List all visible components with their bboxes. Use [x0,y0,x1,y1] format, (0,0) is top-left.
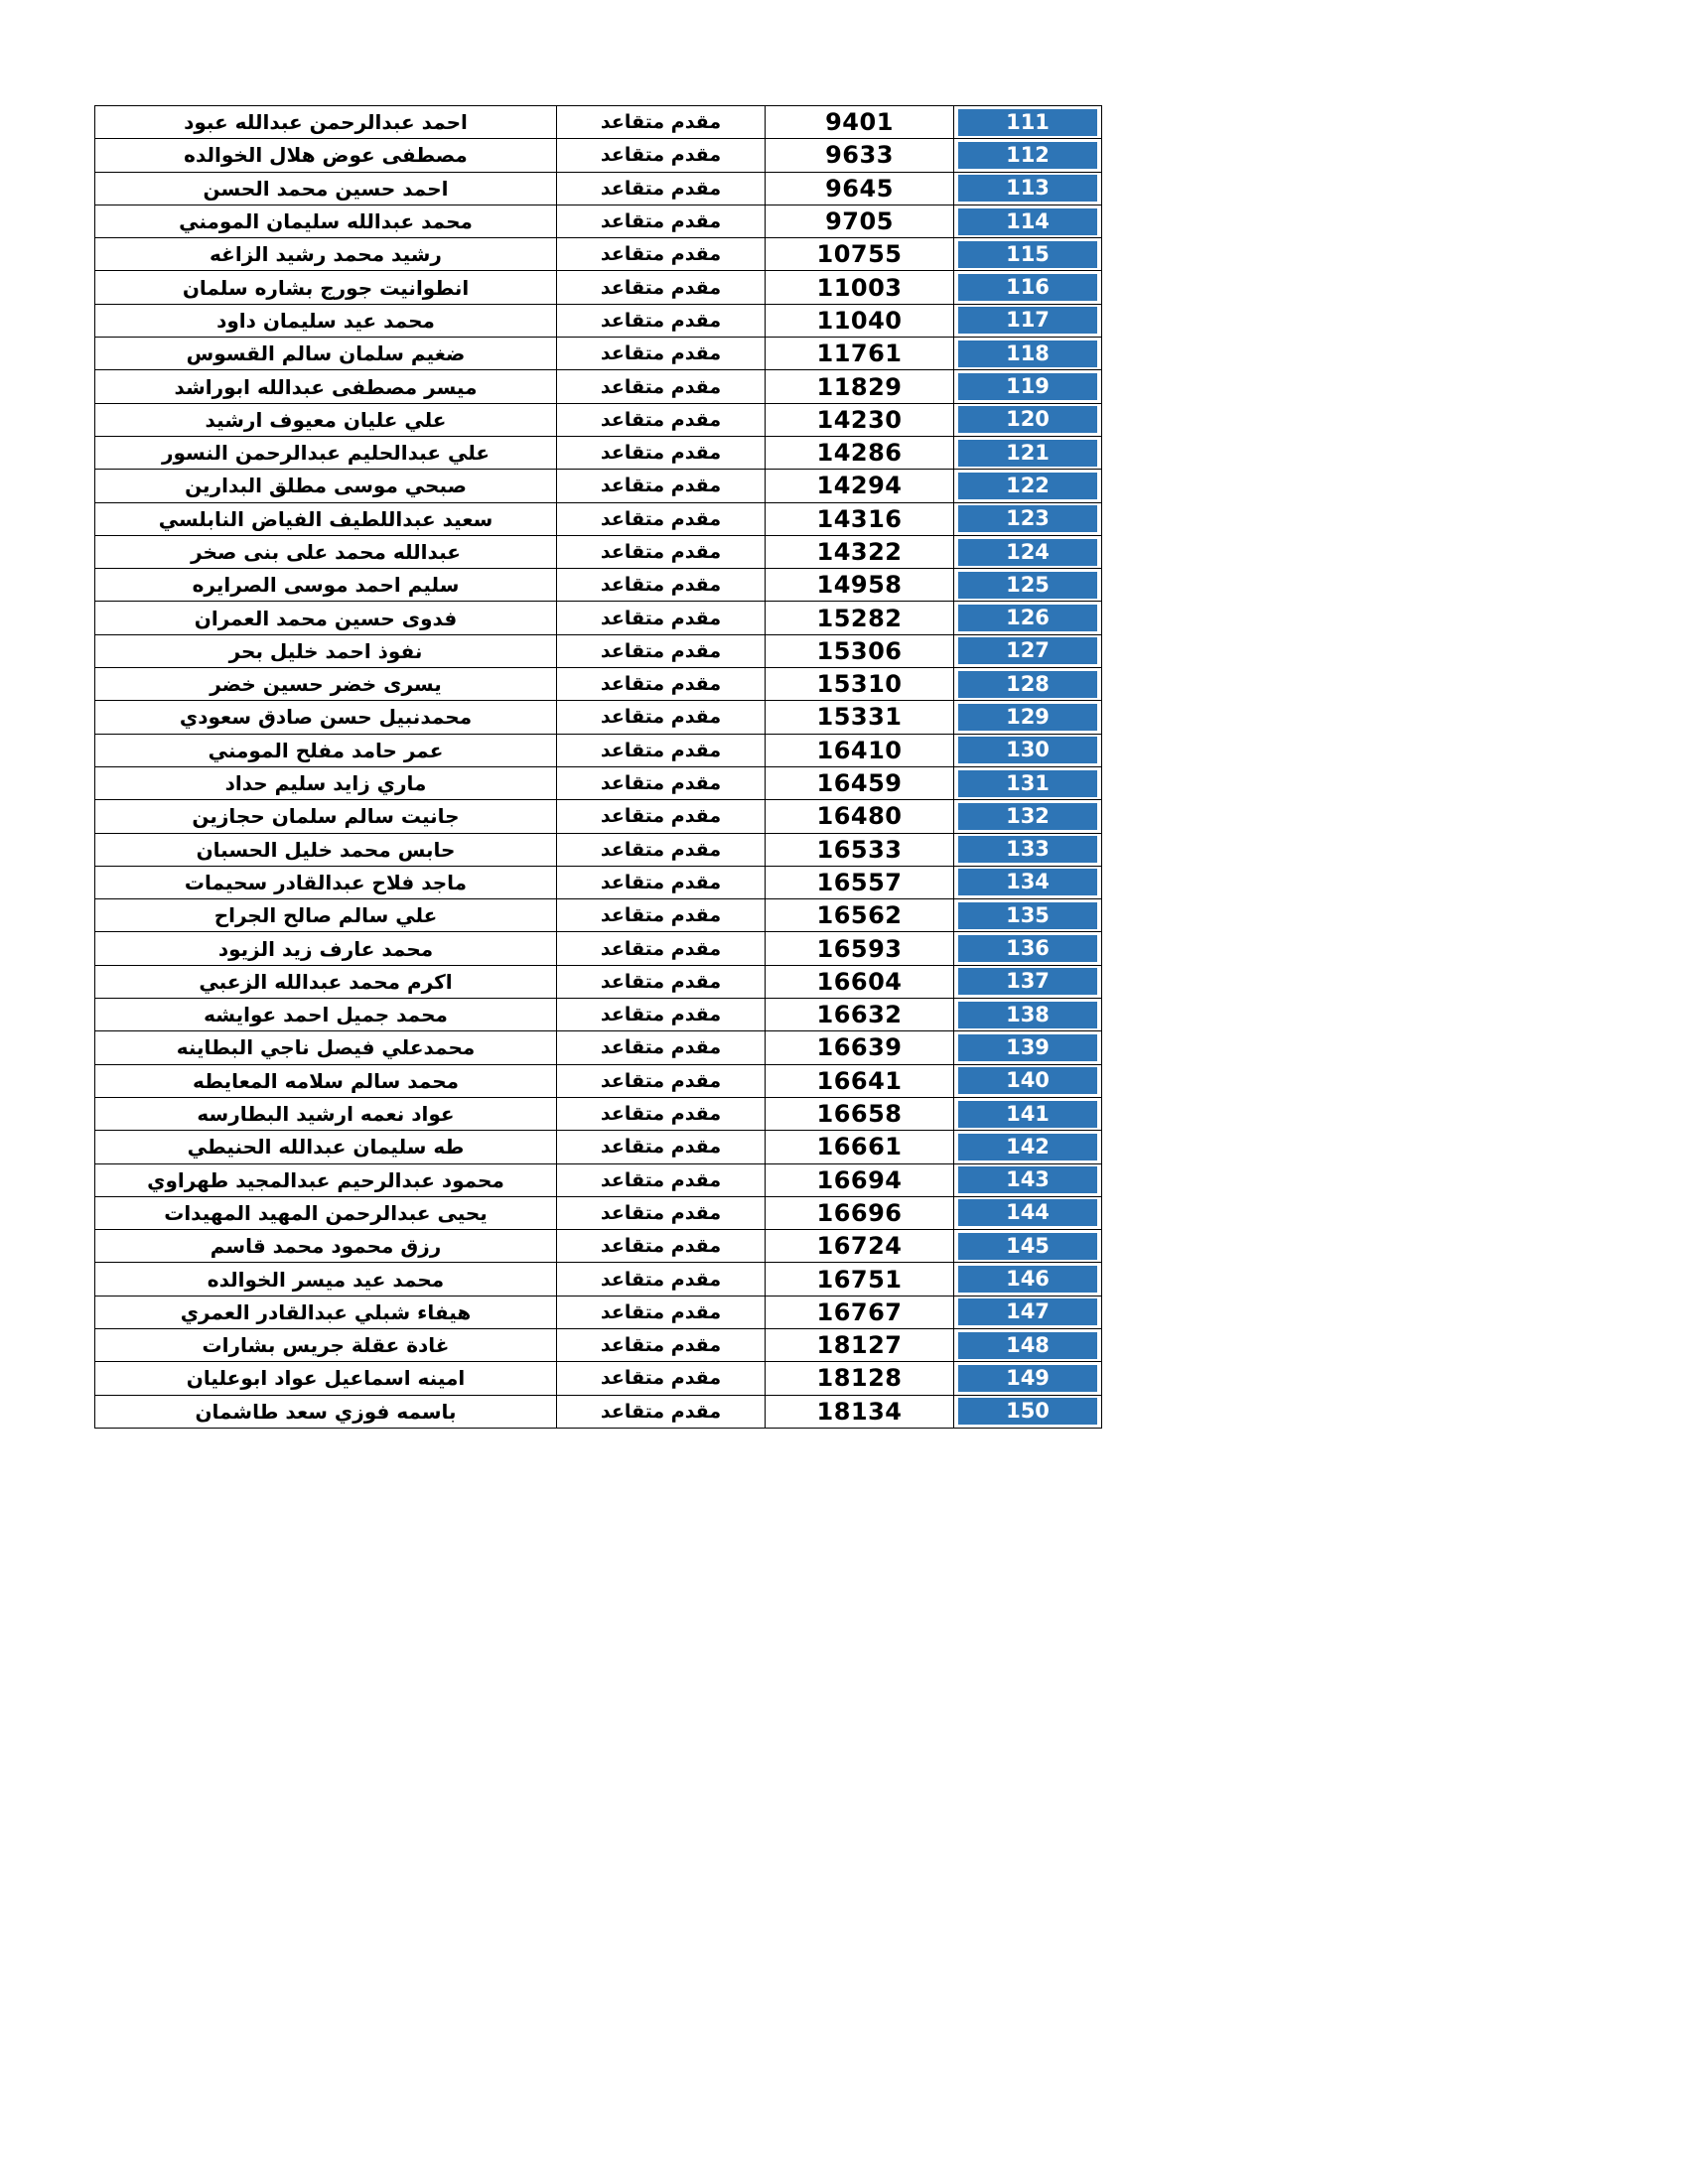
index-badge: 149 [958,1365,1097,1392]
service-number-cell: 14322 [766,535,954,568]
index-cell [954,1328,1102,1361]
rank-cell: مقدم متقاعد [557,403,766,436]
index-cell [954,1263,1102,1296]
service-number-cell: 11829 [766,370,954,403]
rank-cell: مقدم متقاعد [557,470,766,502]
table-row [95,502,1102,535]
person-name-cell: رزق محمود محمد قاسم [95,1230,557,1263]
table-row [95,1196,1102,1229]
person-name-cell: ضغيم سلمان سالم القسوس [95,338,557,370]
index-badge: 127 [958,637,1097,664]
rank-cell: مقدم متقاعد [557,1296,766,1328]
table-row [95,932,1102,965]
index-cell [954,338,1102,370]
person-name-cell: اكرم محمد عبدالله الزعبي [95,965,557,998]
rank-cell: مقدم متقاعد [557,766,766,799]
rank-cell: مقدم متقاعد [557,899,766,932]
index-badge: 117 [958,307,1097,334]
index-badge: 135 [958,902,1097,929]
index-cell [954,535,1102,568]
service-number-cell: 14286 [766,436,954,469]
index-cell [954,304,1102,337]
index-cell [954,370,1102,403]
service-number-cell: 10755 [766,238,954,271]
index-badge: 125 [958,572,1097,599]
table-row [95,668,1102,701]
person-name-cell: يسرى خضر حسين خضر [95,668,557,701]
index-badge: 139 [958,1034,1097,1061]
table-row [95,1163,1102,1196]
person-name-cell: عبدالله محمد على بنى صخر [95,535,557,568]
index-cell [954,701,1102,734]
index-cell [954,1064,1102,1097]
index-cell [954,1362,1102,1395]
index-cell [954,800,1102,833]
table-row [95,271,1102,304]
rank-cell: مقدم متقاعد [557,1395,766,1428]
rank-cell: مقدم متقاعد [557,634,766,667]
roster-table [94,105,1102,1429]
index-cell [954,1131,1102,1163]
index-badge: 111 [958,109,1097,136]
table-row [95,701,1102,734]
index-badge: 116 [958,274,1097,301]
table-row [95,172,1102,205]
table-row [95,106,1102,139]
table-row [95,1064,1102,1097]
rank-cell: مقدم متقاعد [557,602,766,634]
rank-cell: مقدم متقاعد [557,668,766,701]
service-number-cell: 16557 [766,866,954,898]
table-row [95,602,1102,634]
person-name-cell: عمر حامد مفلح المومني [95,734,557,766]
rank-cell: مقدم متقاعد [557,172,766,205]
index-cell [954,999,1102,1031]
service-number-cell: 16480 [766,800,954,833]
person-name-cell: باسمه فوزي سعد طاشمان [95,1395,557,1428]
index-badge: 123 [958,505,1097,532]
person-name-cell: محمد عيد سليمان داود [95,304,557,337]
index-cell [954,1296,1102,1328]
service-number-cell: 16658 [766,1097,954,1130]
table-row [95,866,1102,898]
index-badge: 148 [958,1332,1097,1359]
person-name-cell: محمدنبيل حسن صادق سعودي [95,701,557,734]
person-name-cell: محمد عارف زيد الزيود [95,932,557,965]
index-badge: 150 [958,1398,1097,1425]
index-badge: 112 [958,142,1097,169]
person-name-cell: علي سالم صالح الجراح [95,899,557,932]
service-number-cell: 16724 [766,1230,954,1263]
rank-cell: مقدم متقاعد [557,304,766,337]
service-number-cell: 16767 [766,1296,954,1328]
service-number-cell: 16632 [766,999,954,1031]
table-row [95,766,1102,799]
rank-cell: مقدم متقاعد [557,965,766,998]
table-row [95,1097,1102,1130]
rank-cell: مقدم متقاعد [557,1230,766,1263]
person-name-cell: حابس محمد خليل الحسبان [95,833,557,866]
service-number-cell: 16751 [766,1263,954,1296]
service-number-cell: 16604 [766,965,954,998]
table-row [95,1031,1102,1064]
index-badge: 132 [958,803,1097,830]
index-badge: 141 [958,1101,1097,1128]
rank-cell: مقدم متقاعد [557,1064,766,1097]
service-number-cell: 18127 [766,1328,954,1361]
person-name-cell: محمد سالم سلامه المعايطه [95,1064,557,1097]
index-cell [954,634,1102,667]
person-name-cell: امينه اسماعيل عواد ابوعليان [95,1362,557,1395]
rank-cell: مقدم متقاعد [557,338,766,370]
table-row [95,139,1102,172]
service-number-cell: 14958 [766,569,954,602]
person-name-cell: احمد حسين محمد الحسن [95,172,557,205]
index-badge: 122 [958,473,1097,499]
table-row [95,535,1102,568]
table-row [95,734,1102,766]
person-name-cell: فدوى حسين محمد العمران [95,602,557,634]
service-number-cell: 16593 [766,932,954,965]
table-row [95,436,1102,469]
service-number-cell: 11761 [766,338,954,370]
person-name-cell: غادة عقلة جريس بشارات [95,1328,557,1361]
index-cell [954,502,1102,535]
rank-cell: مقدم متقاعد [557,1131,766,1163]
person-name-cell: هيفاء شبلي عبدالقادر العمري [95,1296,557,1328]
index-badge: 114 [958,208,1097,235]
service-number-cell: 11003 [766,271,954,304]
index-badge: 124 [958,539,1097,566]
index-badge: 128 [958,671,1097,698]
service-number-cell: 16661 [766,1131,954,1163]
index-badge: 143 [958,1166,1097,1193]
index-badge: 129 [958,704,1097,731]
rank-cell: مقدم متقاعد [557,205,766,237]
index-cell [954,569,1102,602]
service-number-cell: 15331 [766,701,954,734]
table-row [95,1263,1102,1296]
index-badge: 118 [958,341,1097,367]
index-cell [954,1230,1102,1263]
index-cell [954,668,1102,701]
service-number-cell: 16533 [766,833,954,866]
index-badge: 145 [958,1233,1097,1260]
index-badge: 137 [958,968,1097,995]
rank-cell: مقدم متقاعد [557,1163,766,1196]
rank-cell: مقدم متقاعد [557,271,766,304]
person-name-cell: طه سليمان عبدالله الحنيطي [95,1131,557,1163]
person-name-cell: ميسر مصطفى عبدالله ابوراشد [95,370,557,403]
index-cell [954,470,1102,502]
index-cell [954,766,1102,799]
person-name-cell: رشيد محمد رشيد الزاغه [95,238,557,271]
index-badge: 121 [958,440,1097,467]
rank-cell: مقدم متقاعد [557,1196,766,1229]
index-cell [954,1196,1102,1229]
index-cell [954,602,1102,634]
rank-cell: مقدم متقاعد [557,1263,766,1296]
rank-cell: مقدم متقاعد [557,999,766,1031]
service-number-cell: 14230 [766,403,954,436]
person-name-cell: جانيت سالم سلمان حجازين [95,800,557,833]
service-number-cell: 16410 [766,734,954,766]
person-name-cell: محمد عيد ميسر الخوالده [95,1263,557,1296]
rank-cell: مقدم متقاعد [557,370,766,403]
table-row [95,833,1102,866]
table-row [95,238,1102,271]
index-badge: 130 [958,737,1097,763]
index-badge: 119 [958,373,1097,400]
service-number-cell: 16641 [766,1064,954,1097]
table-row [95,403,1102,436]
index-cell [954,139,1102,172]
rank-cell: مقدم متقاعد [557,502,766,535]
rank-cell: مقدم متقاعد [557,1097,766,1130]
person-name-cell: عواد نعمه ارشيد البطارسه [95,1097,557,1130]
service-number-cell: 15310 [766,668,954,701]
index-cell [954,1395,1102,1428]
index-badge: 142 [958,1134,1097,1160]
service-number-cell: 14294 [766,470,954,502]
index-badge: 120 [958,406,1097,433]
table-body [95,106,1102,1429]
rank-cell: مقدم متقاعد [557,139,766,172]
table-row [95,569,1102,602]
table-row [95,205,1102,237]
person-name-cell: يحيى عبدالرحمن المهيد المهيدات [95,1196,557,1229]
person-name-cell: علي عبدالحليم عبدالرحمن النسور [95,436,557,469]
rank-cell: مقدم متقاعد [557,436,766,469]
rank-cell: مقدم متقاعد [557,800,766,833]
person-name-cell: نفوذ احمد خليل بحر [95,634,557,667]
index-cell [954,1031,1102,1064]
person-name-cell: ماري زايد سليم حداد [95,766,557,799]
rank-cell: مقدم متقاعد [557,1328,766,1361]
index-cell [954,965,1102,998]
rank-cell: مقدم متقاعد [557,833,766,866]
table-row [95,338,1102,370]
service-number-cell: 18134 [766,1395,954,1428]
service-number-cell: 16639 [766,1031,954,1064]
service-number-cell: 15282 [766,602,954,634]
table-row [95,634,1102,667]
service-number-cell: 9645 [766,172,954,205]
index-cell [954,833,1102,866]
index-cell [954,1097,1102,1130]
service-number-cell: 14316 [766,502,954,535]
index-cell [954,205,1102,237]
index-cell [954,172,1102,205]
rank-cell: مقدم متقاعد [557,535,766,568]
index-badge: 133 [958,836,1097,863]
table-row [95,1328,1102,1361]
index-badge: 115 [958,241,1097,268]
table-row [95,1362,1102,1395]
person-name-cell: ماجد فلاح عبدالقادر سحيمات [95,866,557,898]
table-row [95,965,1102,998]
index-badge: 144 [958,1199,1097,1226]
person-name-cell: محمد عبدالله سليمان المومني [95,205,557,237]
rank-cell: مقدم متقاعد [557,734,766,766]
rank-cell: مقدم متقاعد [557,1031,766,1064]
service-number-cell: 18128 [766,1362,954,1395]
service-number-cell: 9705 [766,205,954,237]
service-number-cell: 15306 [766,634,954,667]
rank-cell: مقدم متقاعد [557,569,766,602]
rank-cell: مقدم متقاعد [557,238,766,271]
index-cell [954,271,1102,304]
table-row [95,1131,1102,1163]
rank-cell: مقدم متقاعد [557,866,766,898]
rank-cell: مقدم متقاعد [557,106,766,139]
rank-cell: مقدم متقاعد [557,932,766,965]
person-name-cell: محمود عبدالرحيم عبدالمجيد طهراوي [95,1163,557,1196]
table-row [95,1230,1102,1263]
index-badge: 146 [958,1266,1097,1293]
person-name-cell: محمدعلي فيصل ناجي البطاينه [95,1031,557,1064]
table-row [95,370,1102,403]
index-badge: 134 [958,869,1097,895]
index-cell [954,866,1102,898]
table-row [95,999,1102,1031]
rank-cell: مقدم متقاعد [557,701,766,734]
person-name-cell: مصطفى عوض هلال الخوالده [95,139,557,172]
service-number-cell: 16459 [766,766,954,799]
table-row [95,800,1102,833]
service-number-cell: 16562 [766,899,954,932]
table-row [95,899,1102,932]
index-badge: 126 [958,605,1097,631]
person-name-cell: صبحي موسى مطلق البدارين [95,470,557,502]
person-name-cell: احمد عبدالرحمن عبدالله عبود [95,106,557,139]
service-number-cell: 11040 [766,304,954,337]
index-cell [954,238,1102,271]
index-badge: 138 [958,1002,1097,1028]
index-cell [954,734,1102,766]
index-cell [954,403,1102,436]
table-row [95,304,1102,337]
rank-cell: مقدم متقاعد [557,1362,766,1395]
person-name-cell: سليم احمد موسى الصرايره [95,569,557,602]
service-number-cell: 16694 [766,1163,954,1196]
index-badge: 131 [958,770,1097,797]
index-cell [954,899,1102,932]
index-cell [954,932,1102,965]
index-cell [954,1163,1102,1196]
index-badge: 140 [958,1067,1097,1094]
table-row [95,470,1102,502]
person-name-cell: علي عليان معيوف ارشيد [95,403,557,436]
index-badge: 113 [958,175,1097,202]
index-badge: 136 [958,935,1097,962]
service-number-cell: 9401 [766,106,954,139]
table-row [95,1395,1102,1428]
service-number-cell: 9633 [766,139,954,172]
index-cell [954,106,1102,139]
index-badge: 147 [958,1298,1097,1325]
table-row [95,1296,1102,1328]
person-name-cell: سعيد عبداللطيف الفياض النابلسي [95,502,557,535]
index-cell [954,436,1102,469]
service-number-cell: 16696 [766,1196,954,1229]
person-name-cell: محمد جميل احمد عوايشه [95,999,557,1031]
person-name-cell: انطوانيت جورج بشاره سلمان [95,271,557,304]
